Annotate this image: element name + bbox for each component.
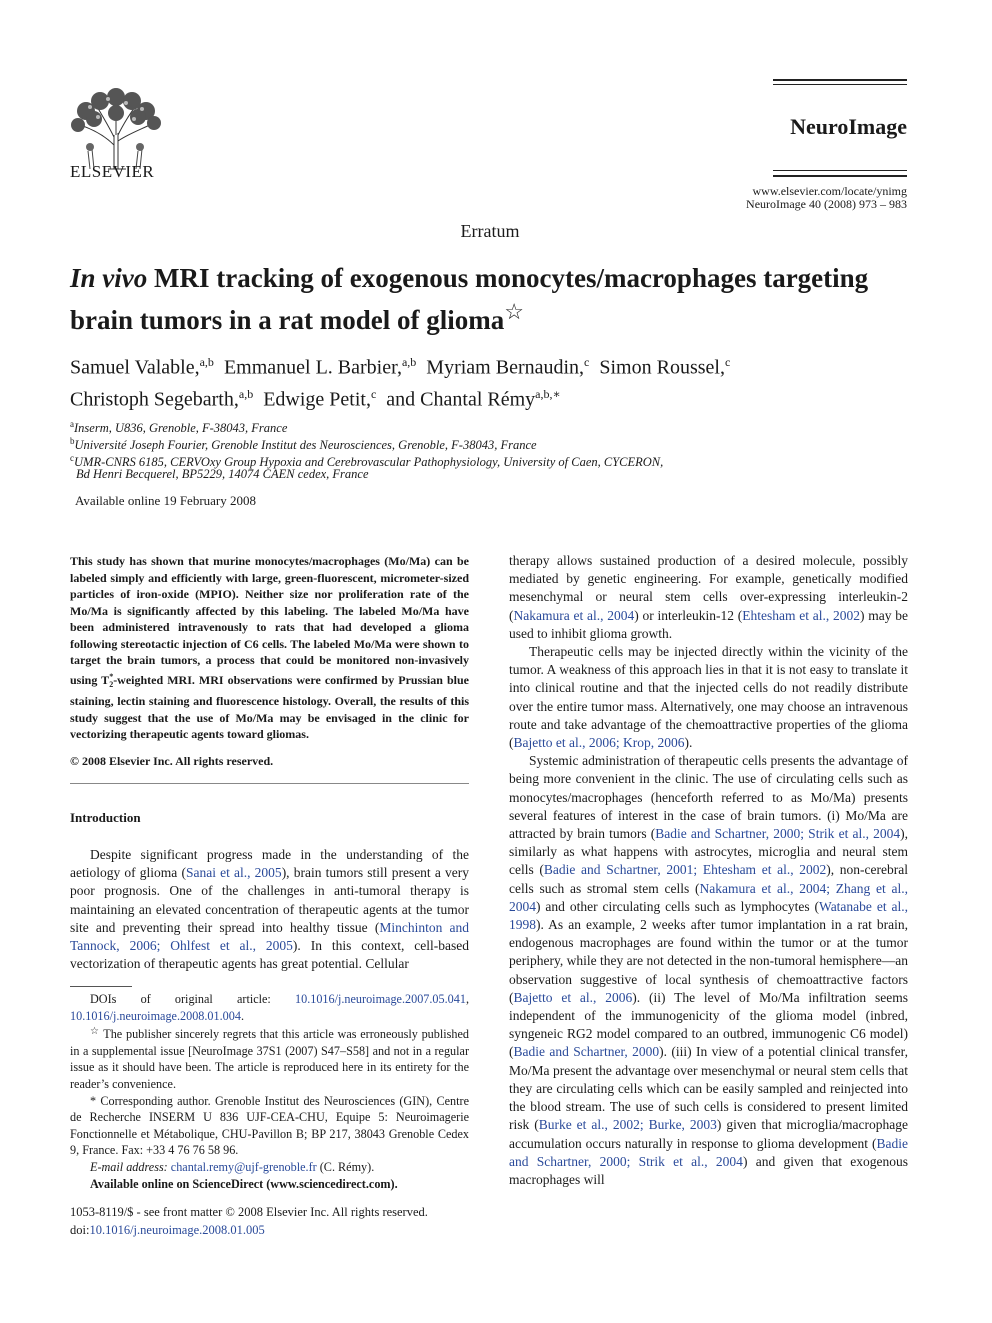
footnote-text: The publisher sincerely regrets that this article was erroneously published in a supplemental issue [NeuroImage 37S1 (2007) S47–S58] and not in a regular issue as it should have been. The article is reproduced here in its entirety for the reader’s convenience. (70, 1027, 469, 1091)
author: Edwige Petit, (263, 388, 371, 411)
footnote-text: DOIs of original article: (90, 992, 295, 1006)
body-text: ) and other circulating cells such as lymphocytes ( (536, 898, 820, 914)
paragraph (509, 552, 908, 643)
email-link[interactable]: chantal.remy@ujf-grenoble.fr (170, 1159, 317, 1174)
footnote-text: . (240, 1008, 244, 1023)
paragraph (70, 846, 469, 973)
citation-link[interactable]: Bajetto et al., 2006 (513, 989, 633, 1005)
body-text: ) may be used to inhibit glioma growth. (509, 607, 908, 641)
citation-link[interactable]: Bajetto et al., 2006; Krop, 2006 (513, 735, 685, 751)
header-rule (773, 170, 907, 171)
title-footnote-star[interactable]: ☆ (504, 299, 524, 324)
footnote-text: E-mail address: (90, 1159, 171, 1174)
citation-link[interactable]: Watanabe et al., 1998 (509, 898, 908, 933)
body-text: ) and given that exogenous macrophages will (509, 1153, 908, 1187)
citation-link[interactable]: Nakamura et al., 2004; Zhang et al., 2004 (509, 880, 908, 914)
author-affiliation-mark: a,b (199, 355, 214, 369)
footnote-doi (70, 991, 469, 1024)
abstract-text: This study has shown that murine monocytes/macrophages (Mo/Ma) can be labeled simply and efficiently with large, green-fluorescent, micrometer-sized particles of iron-oxide (MPIO). Neither size nor proliferation rate of the Mo/Ma is significantly affected by this labeling. The labeled Mo/Ma have been administered intravenously to rats that had developed a glioma following stereotactic injection of C6 cells. The labeled Mo/Ma were shown to target the brain tumors, a process that could be monitored non-invasively using T (70, 554, 469, 687)
author-affiliation-mark: c (724, 355, 731, 369)
article-type: Erratum (460, 221, 520, 241)
author-affiliation-mark: a,b (238, 386, 254, 401)
publisher-name: ELSEVIER (70, 162, 155, 181)
citation-link[interactable]: Sanai et al., 2005 (185, 865, 282, 881)
author: Simon Roussel, (599, 356, 725, 379)
footnote-corresponding (70, 1093, 469, 1159)
body-text: ). (iii) In view of a potential clinical transfer, Mo/Ma present the advantage over mesenchymal or neural stem cells that they are circulating cells which can be easily sampled and reinjected into the blood stream. The use of such cells is considered to present limited risk ( (509, 1044, 908, 1133)
body-text: ). As an example, 2 weeks after tumor implantation in a rat brain, endogenous macrophages are found within the tumor or at the tumor periphery, while they are not detected in the non-tumoral hemisphere—an observation suggestive of local synthesis of chemoattractive factors ( (509, 917, 908, 1005)
footnote-email (70, 1159, 469, 1176)
doi-link[interactable]: 10.1016/j.neuroimage.2007.05.041 (295, 992, 466, 1006)
body-text: ) given that microglia/macrophage accumulation occurs naturally in response to glioma development ( (509, 1117, 908, 1151)
affiliation-text: UMR-CNRS 6185, CERVOxy Group Hypoxia and Cerebrovascular Pathophysiology, University of Caen, CYCERON, (74, 455, 664, 470)
citation-link[interactable]: Burke et al., 2002; Burke, 2003 (538, 1117, 717, 1133)
author-list (70, 349, 910, 412)
affiliation-mark: b (70, 436, 75, 446)
citation-link[interactable]: Ehtesham et al., 2002 (742, 607, 860, 623)
footnote-text: Available online on ScienceDirect (www.sciencedirect.com). (90, 1176, 398, 1191)
left-column-body (70, 846, 469, 973)
body-text: Despite significant progress made in the understanding of the aetiology of glioma ( (70, 847, 469, 881)
title-italic: In vivo (70, 263, 148, 293)
issn-block (70, 1203, 428, 1239)
footnote-text: (C. Rémy). (316, 1159, 375, 1174)
abstract-sub: 2 (109, 679, 114, 689)
body-text: ). (684, 735, 693, 751)
body-text: ). (ii) The level of Mo/Ma infiltration seems independent of the immunogenicity of the glioma model (inbred, syngeneic RG2 model compared to an outbred, immunogenic C6 model) ( (509, 989, 908, 1060)
abstract-divider (70, 783, 469, 784)
header-rule (773, 79, 907, 81)
author: Myriam Bernaudin, (426, 356, 585, 379)
journal-url[interactable]: www.elsevier.com/locate/ynimg (752, 184, 907, 198)
author: Samuel Valable, (70, 356, 200, 379)
affiliation (76, 466, 776, 482)
footnote-text: , (465, 992, 469, 1006)
header-rule (773, 84, 907, 85)
affiliation-mark: c (70, 453, 74, 463)
footnote-text: * Corresponding author. Grenoble Institut des Neurosciences (GIN), Centre de Recherche INSERM U 836 UJF-CEA-CHU, Equipe 5: Neuroimagerie Fonctionnelle et Métabolique, CHU-Pavillon B; BP 217, 38043 Grenoble Cedex 9, France. Fax: +33 4 76 76 58 96. (70, 1093, 469, 1158)
author: Christoph Segebarth, (70, 388, 239, 411)
citation-link[interactable]: Badie and Schartner, 2000; Strik et al., 2004 (655, 826, 901, 842)
doi-line (70, 1221, 428, 1239)
affiliation-text: Université Joseph Fourier, Grenoble Institut des Neurosciences, Grenoble, F-38043, France (74, 438, 537, 453)
body-text: ) or interleukin-12 ( (634, 607, 743, 623)
affiliation-mark: a (70, 419, 74, 429)
paragraph (509, 643, 908, 752)
footnote-erratum (70, 1024, 469, 1092)
abstract-text: -weighted MRI. MRI observations were confirmed by Prussian blue staining, lectin staining and fluorescence histology. Overall, the results of this study suggest that the use of Mo/Ma may be envisaged in the clinic for vectorizing therapeutic agents toward gliomas. (70, 672, 469, 742)
body-text: ). In this context, cell-based vectorization of therapeutic agents has great potential. Cellular (70, 938, 469, 972)
doi-label: doi: (70, 1223, 90, 1237)
footnote-divider (70, 986, 132, 987)
author-affiliation-mark: c (584, 355, 590, 369)
doi-link[interactable]: 10.1016/j.neuroimage.2008.01.004 (70, 1008, 241, 1023)
citation-link[interactable]: Minchinton and Tannock, 2006; Ohlfest et al., 2005 (70, 919, 469, 954)
available-online-date: Available online 19 February 2008 (75, 493, 256, 508)
header-rule (773, 175, 907, 177)
journal-citation: NeuroImage 40 (2008) 973 – 983 (746, 197, 907, 211)
citation-link[interactable]: Badie and Schartner, 2000; Strik et al., 2004 (509, 1135, 908, 1169)
journal-name: NeuroImage (790, 114, 907, 139)
affiliation-text: Inserm, U836, Grenoble, F-38043, France (74, 421, 288, 436)
body-text: ), similarly as what happens with astrocytes, microglia and neural stem cells ( (509, 826, 908, 878)
author-affiliation-mark: c (370, 386, 377, 401)
abstract-sup: * (109, 671, 114, 681)
author-affiliation-mark: a,b (401, 355, 417, 369)
body-text: therapy allows sustained production of a desired molecule, possibly mediated by genetic engineering. For example, genetically modified mesenchymal or neural stem cells over-expressing interleukin-2 ( (509, 553, 908, 623)
citation-link[interactable]: Badie and Schartner, 2001; Ehtesham et al., 2002 (543, 862, 827, 878)
citation-link[interactable]: Badie and Schartner, 2000 (513, 1044, 660, 1060)
author: Emmanuel L. Barbier, (223, 356, 402, 379)
citation-link[interactable]: Nakamura et al., 2004 (513, 607, 635, 623)
abstract (70, 553, 469, 743)
title-text: MRI tracking of exogenous monocytes/macrophages targeting brain tumors in a rat model of glioma (70, 263, 869, 335)
issn-line: 1053-8119/$ - see front matter © 2008 Elsevier Inc. All rights reserved. (70, 1205, 428, 1219)
footnotes (70, 991, 469, 1192)
paragraph (509, 752, 908, 1189)
doi-link[interactable]: 10.1016/j.neuroimage.2008.01.005 (89, 1223, 265, 1237)
body-text: Therapeutic cells may be injected directly within the vicinity of the tumor. A weakness of this approach lies in that it is not easy to translate it into clinical routine and that the injected cells do not readily distribute over the entire tumor mass. Alternatively, one may choose an intravenous route and take advantage of the chemoattractive properties of the glioma ( (509, 644, 908, 751)
footnote-online (70, 1176, 469, 1193)
body-text: ), brain tumors still present a very poor prognosis. One of the challenges in anti-tumoral therapy is maintaining an elevated concentration of therapeutic agents at the tumor site and preventing their spread into healthy tissue ( (70, 865, 469, 935)
body-text: ), non-cerebral cells such as stromal stem cells ( (509, 862, 908, 896)
author: and Chantal Rémy (386, 388, 536, 411)
author-affiliation-mark: a,b,∗ (535, 386, 561, 401)
right-column-body (509, 552, 908, 1189)
affiliation-text: Bd Henri Becquerel, BP5229, 14074 CAEN cedex, France (76, 467, 369, 481)
footnote-star: ☆ (90, 1026, 100, 1038)
abstract-copyright: © 2008 Elsevier Inc. All rights reserved. (70, 754, 274, 768)
article-title (70, 262, 910, 337)
body-text: Systemic administration of therapeutic cells presents the advantage of being more convenient in the clinic. The use of circulating cells such as monocytes/macrophages (henceforth referred to as Mo/Ma) presents several features of interest in the case of brain tumors. (i) Mo/Ma are attracted by brain tumors ( (509, 753, 908, 842)
section-heading: Introduction (70, 810, 141, 825)
